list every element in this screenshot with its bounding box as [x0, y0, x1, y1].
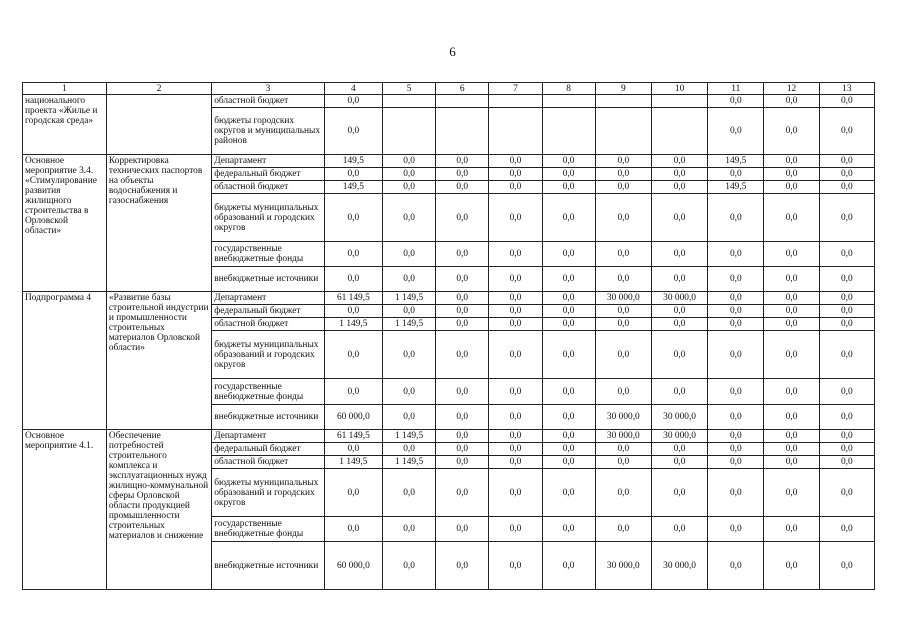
- amount-cell: 0,0: [383, 405, 436, 430]
- amount-cell: 0,0: [324, 168, 382, 181]
- amount-cell: 0,0: [595, 242, 651, 267]
- funding-source-cell: внебюджетные источники: [212, 405, 325, 430]
- amount-cell: 0,0: [436, 379, 489, 405]
- amount-cell: 0,0: [651, 155, 707, 168]
- amount-cell: 0,0: [764, 267, 819, 292]
- amount-cell: 1 149,5: [383, 430, 436, 443]
- amount-cell: 0,0: [542, 267, 595, 292]
- header-cell: 11: [708, 83, 764, 95]
- amount-cell: 0,0: [595, 168, 651, 181]
- amount-cell: [651, 108, 707, 155]
- amount-cell: 0,0: [595, 267, 651, 292]
- amount-cell: 0,0: [819, 242, 874, 267]
- amount-cell: 0,0: [764, 469, 819, 517]
- amount-cell: 0,0: [489, 267, 542, 292]
- amount-cell: 0,0: [383, 267, 436, 292]
- amount-cell: 0,0: [708, 242, 764, 267]
- funding-source-cell: областной бюджет: [212, 95, 325, 108]
- amount-cell: [542, 95, 595, 108]
- amount-cell: 0,0: [324, 305, 382, 318]
- amount-cell: 0,0: [383, 379, 436, 405]
- amount-cell: 30 000,0: [595, 292, 651, 305]
- funding-source-cell: Департамент: [212, 430, 325, 443]
- amount-cell: 0,0: [708, 443, 764, 456]
- amount-cell: 0,0: [708, 469, 764, 517]
- amount-cell: 0,0: [651, 456, 707, 469]
- amount-cell: 0,0: [819, 430, 874, 443]
- header-cell: 12: [764, 83, 819, 95]
- amount-cell: [489, 95, 542, 108]
- amount-cell: [436, 95, 489, 108]
- amount-cell: 0,0: [595, 181, 651, 194]
- amount-cell: 0,0: [489, 456, 542, 469]
- header-cell: 3: [212, 83, 325, 95]
- amount-cell: 0,0: [708, 95, 764, 108]
- amount-cell: 0,0: [708, 456, 764, 469]
- funding-source-cell: Департамент: [212, 155, 325, 168]
- funding-source-cell: федеральный бюджет: [212, 168, 325, 181]
- amount-cell: 0,0: [436, 292, 489, 305]
- amount-cell: 0,0: [764, 379, 819, 405]
- amount-cell: 0,0: [708, 108, 764, 155]
- amount-cell: [595, 108, 651, 155]
- amount-cell: 0,0: [651, 318, 707, 331]
- amount-cell: 0,0: [436, 331, 489, 379]
- amount-cell: 0,0: [651, 267, 707, 292]
- amount-cell: 0,0: [708, 194, 764, 242]
- page-number: 6: [449, 44, 456, 59]
- amount-cell: 0,0: [764, 242, 819, 267]
- activity-description-cell: «Развитие базы строительной индустрии и промышленности строительных материалов Орловской области»: [106, 292, 211, 430]
- amount-cell: 149,5: [708, 181, 764, 194]
- amount-cell: 0,0: [819, 194, 874, 242]
- amount-cell: 0,0: [651, 469, 707, 517]
- amount-cell: 0,0: [819, 456, 874, 469]
- amount-cell: 0,0: [819, 181, 874, 194]
- amount-cell: [489, 108, 542, 155]
- amount-cell: 0,0: [542, 542, 595, 590]
- amount-cell: 0,0: [764, 542, 819, 590]
- amount-cell: 0,0: [383, 305, 436, 318]
- amount-cell: 0,0: [542, 430, 595, 443]
- amount-cell: 0,0: [819, 318, 874, 331]
- amount-cell: 0,0: [542, 194, 595, 242]
- amount-cell: 0,0: [436, 456, 489, 469]
- amount-cell: 0,0: [489, 405, 542, 430]
- table-row: [23, 430, 875, 443]
- amount-cell: 0,0: [764, 456, 819, 469]
- amount-cell: 0,0: [436, 517, 489, 542]
- amount-cell: 0,0: [819, 469, 874, 517]
- activity-description-cell: Обеспечение потребностей строительного комплекса и эксплуатационных нужд жилищно-коммунальной сферы Орловской области продукцией промышленности строительных материалов и снижение: [106, 430, 211, 590]
- amount-cell: 0,0: [489, 331, 542, 379]
- funding-source-cell: Департамент: [212, 292, 325, 305]
- amount-cell: 0,0: [764, 181, 819, 194]
- amount-cell: 0,0: [324, 242, 382, 267]
- budget-table: [22, 82, 875, 590]
- amount-cell: 0,0: [436, 242, 489, 267]
- amount-cell: 0,0: [489, 242, 542, 267]
- amount-cell: 1 149,5: [324, 456, 382, 469]
- amount-cell: 0,0: [489, 542, 542, 590]
- header-cell: 5: [383, 83, 436, 95]
- amount-cell: 0,0: [819, 405, 874, 430]
- amount-cell: 0,0: [489, 168, 542, 181]
- header-row: [23, 83, 875, 95]
- table-row: [23, 292, 875, 305]
- amount-cell: 0,0: [651, 194, 707, 242]
- amount-cell: 0,0: [595, 379, 651, 405]
- amount-cell: 0,0: [764, 108, 819, 155]
- amount-cell: 0,0: [324, 267, 382, 292]
- amount-cell: 0,0: [489, 469, 542, 517]
- amount-cell: 1 149,5: [383, 318, 436, 331]
- amount-cell: 30 000,0: [595, 542, 651, 590]
- amount-cell: 30 000,0: [595, 430, 651, 443]
- header-cell: 7: [489, 83, 542, 95]
- amount-cell: 0,0: [595, 443, 651, 456]
- amount-cell: 0,0: [595, 155, 651, 168]
- amount-cell: 0,0: [489, 517, 542, 542]
- funding-source-cell: областной бюджет: [212, 318, 325, 331]
- header-cell: 8: [542, 83, 595, 95]
- amount-cell: 0,0: [764, 168, 819, 181]
- amount-cell: 0,0: [324, 95, 382, 108]
- amount-cell: 0,0: [436, 405, 489, 430]
- amount-cell: 0,0: [436, 469, 489, 517]
- funding-source-cell: федеральный бюджет: [212, 305, 325, 318]
- amount-cell: 61 149,5: [324, 430, 382, 443]
- amount-cell: 0,0: [542, 155, 595, 168]
- table-row: [23, 95, 875, 108]
- amount-cell: 0,0: [819, 305, 874, 318]
- amount-cell: 0,0: [324, 379, 382, 405]
- amount-cell: 0,0: [595, 456, 651, 469]
- funding-source-cell: внебюджетные источники: [212, 267, 325, 292]
- amount-cell: 0,0: [651, 443, 707, 456]
- amount-cell: 0,0: [708, 430, 764, 443]
- amount-cell: 0,0: [542, 517, 595, 542]
- amount-cell: [383, 95, 436, 108]
- amount-cell: 0,0: [708, 542, 764, 590]
- amount-cell: 0,0: [324, 108, 382, 155]
- amount-cell: 0,0: [383, 242, 436, 267]
- amount-cell: 0,0: [651, 305, 707, 318]
- amount-cell: 0,0: [764, 517, 819, 542]
- funding-source-cell: бюджеты муниципальных образований и городских округов: [212, 194, 325, 242]
- amount-cell: 0,0: [595, 318, 651, 331]
- amount-cell: 0,0: [651, 168, 707, 181]
- amount-cell: 0,0: [764, 95, 819, 108]
- amount-cell: 0,0: [542, 379, 595, 405]
- amount-cell: 149,5: [324, 181, 382, 194]
- amount-cell: [651, 95, 707, 108]
- amount-cell: 0,0: [542, 405, 595, 430]
- amount-cell: 0,0: [764, 331, 819, 379]
- amount-cell: 0,0: [708, 292, 764, 305]
- amount-cell: 0,0: [651, 517, 707, 542]
- amount-cell: 0,0: [542, 456, 595, 469]
- amount-cell: 0,0: [542, 469, 595, 517]
- amount-cell: 0,0: [489, 292, 542, 305]
- amount-cell: 0,0: [595, 194, 651, 242]
- amount-cell: 0,0: [542, 331, 595, 379]
- activity-description-cell: Корректировка технических паспортов на объекты водоснабжения и газоснабжения: [106, 155, 211, 292]
- amount-cell: 0,0: [708, 379, 764, 405]
- amount-cell: 0,0: [651, 331, 707, 379]
- amount-cell: 0,0: [651, 242, 707, 267]
- amount-cell: 0,0: [764, 405, 819, 430]
- amount-cell: 0,0: [324, 194, 382, 242]
- amount-cell: 0,0: [383, 194, 436, 242]
- amount-cell: 0,0: [436, 305, 489, 318]
- amount-cell: 30 000,0: [651, 292, 707, 305]
- amount-cell: 0,0: [708, 168, 764, 181]
- amount-cell: 0,0: [819, 108, 874, 155]
- amount-cell: 0,0: [436, 267, 489, 292]
- amount-cell: 0,0: [489, 318, 542, 331]
- funding-source-cell: федеральный бюджет: [212, 443, 325, 456]
- amount-cell: 0,0: [489, 155, 542, 168]
- amount-cell: 30 000,0: [595, 405, 651, 430]
- amount-cell: 0,0: [542, 168, 595, 181]
- funding-source-cell: бюджеты муниципальных образований и городских округов: [212, 331, 325, 379]
- amount-cell: 0,0: [542, 242, 595, 267]
- amount-cell: 0,0: [489, 305, 542, 318]
- amount-cell: 0,0: [489, 379, 542, 405]
- amount-cell: 0,0: [324, 469, 382, 517]
- amount-cell: [436, 108, 489, 155]
- amount-cell: 0,0: [324, 517, 382, 542]
- amount-cell: 0,0: [819, 443, 874, 456]
- amount-cell: 0,0: [819, 517, 874, 542]
- amount-cell: 0,0: [383, 542, 436, 590]
- amount-cell: 0,0: [436, 181, 489, 194]
- amount-cell: 0,0: [764, 292, 819, 305]
- amount-cell: 0,0: [383, 155, 436, 168]
- amount-cell: 0,0: [542, 305, 595, 318]
- amount-cell: 0,0: [708, 405, 764, 430]
- amount-cell: 0,0: [542, 292, 595, 305]
- amount-cell: 0,0: [436, 430, 489, 443]
- amount-cell: 0,0: [764, 443, 819, 456]
- funding-source-cell: бюджеты городских округов и муниципальных районов: [212, 108, 325, 155]
- amount-cell: 1 149,5: [383, 456, 436, 469]
- amount-cell: [383, 108, 436, 155]
- header-cell: 6: [436, 83, 489, 95]
- amount-cell: 0,0: [651, 181, 707, 194]
- amount-cell: 0,0: [819, 168, 874, 181]
- amount-cell: 149,5: [708, 155, 764, 168]
- amount-cell: 0,0: [708, 331, 764, 379]
- amount-cell: 0,0: [819, 379, 874, 405]
- header-cell: 13: [819, 83, 874, 95]
- funding-source-cell: государственные внебюджетные фонды: [212, 517, 325, 542]
- amount-cell: 0,0: [764, 305, 819, 318]
- amount-cell: 0,0: [819, 331, 874, 379]
- amount-cell: 60 000,0: [324, 542, 382, 590]
- amount-cell: 30 000,0: [651, 542, 707, 590]
- amount-cell: 0,0: [764, 318, 819, 331]
- amount-cell: 0,0: [489, 181, 542, 194]
- amount-cell: 0,0: [383, 517, 436, 542]
- amount-cell: 0,0: [819, 155, 874, 168]
- amount-cell: 30 000,0: [651, 405, 707, 430]
- header-cell: 10: [651, 83, 707, 95]
- program-name-cell: Основное мероприятие 3.4. «Стимулирование развития жилищного строительства в Орловской области»: [23, 155, 107, 292]
- header-cell: 4: [324, 83, 382, 95]
- funding-source-cell: внебюджетные источники: [212, 542, 325, 590]
- amount-cell: 0,0: [383, 168, 436, 181]
- amount-cell: 0,0: [708, 318, 764, 331]
- header-cell: 2: [106, 83, 211, 95]
- funding-source-cell: областной бюджет: [212, 181, 325, 194]
- amount-cell: 149,5: [324, 155, 382, 168]
- amount-cell: 30 000,0: [651, 430, 707, 443]
- amount-cell: 0,0: [383, 181, 436, 194]
- amount-cell: 0,0: [383, 469, 436, 517]
- amount-cell: 0,0: [489, 443, 542, 456]
- amount-cell: 0,0: [708, 267, 764, 292]
- amount-cell: 0,0: [436, 155, 489, 168]
- amount-cell: 0,0: [819, 292, 874, 305]
- amount-cell: 0,0: [595, 469, 651, 517]
- amount-cell: 0,0: [489, 194, 542, 242]
- funding-source-cell: государственные внебюджетные фонды: [212, 379, 325, 405]
- amount-cell: 0,0: [595, 331, 651, 379]
- amount-cell: 0,0: [819, 542, 874, 590]
- activity-description-cell: [106, 95, 211, 155]
- amount-cell: [542, 108, 595, 155]
- header-cell: 1: [23, 83, 107, 95]
- header-cell: 9: [595, 83, 651, 95]
- funding-source-cell: бюджеты муниципальных образований и городских округов: [212, 469, 325, 517]
- amount-cell: 0,0: [383, 443, 436, 456]
- amount-cell: 61 149,5: [324, 292, 382, 305]
- amount-cell: 1 149,5: [324, 318, 382, 331]
- amount-cell: 0,0: [324, 331, 382, 379]
- amount-cell: 0,0: [542, 443, 595, 456]
- amount-cell: 0,0: [383, 331, 436, 379]
- program-name-cell: Основное мероприятие 4.1.: [23, 430, 107, 590]
- amount-cell: 0,0: [436, 542, 489, 590]
- amount-cell: 0,0: [436, 168, 489, 181]
- amount-cell: 0,0: [708, 517, 764, 542]
- amount-cell: 0,0: [542, 318, 595, 331]
- amount-cell: 0,0: [708, 305, 764, 318]
- program-name-cell: Подпрограмма 4: [23, 292, 107, 430]
- amount-cell: 0,0: [819, 95, 874, 108]
- funding-source-cell: областной бюджет: [212, 456, 325, 469]
- amount-cell: 1 149,5: [383, 292, 436, 305]
- table-body: [23, 95, 875, 590]
- amount-cell: 0,0: [324, 443, 382, 456]
- amount-cell: 0,0: [651, 379, 707, 405]
- amount-cell: 0,0: [595, 517, 651, 542]
- amount-cell: 0,0: [819, 267, 874, 292]
- amount-cell: 0,0: [436, 443, 489, 456]
- amount-cell: 60 000,0: [324, 405, 382, 430]
- amount-cell: 0,0: [764, 155, 819, 168]
- amount-cell: [595, 95, 651, 108]
- amount-cell: 0,0: [542, 181, 595, 194]
- amount-cell: 0,0: [595, 305, 651, 318]
- program-name-cell: национального проекта «Жилье и городская среда»: [23, 95, 107, 155]
- funding-source-cell: государственные внебюджетные фонды: [212, 242, 325, 267]
- amount-cell: 0,0: [764, 194, 819, 242]
- amount-cell: 0,0: [489, 430, 542, 443]
- amount-cell: 0,0: [436, 194, 489, 242]
- amount-cell: 0,0: [436, 318, 489, 331]
- amount-cell: 0,0: [764, 430, 819, 443]
- table-row: [23, 155, 875, 168]
